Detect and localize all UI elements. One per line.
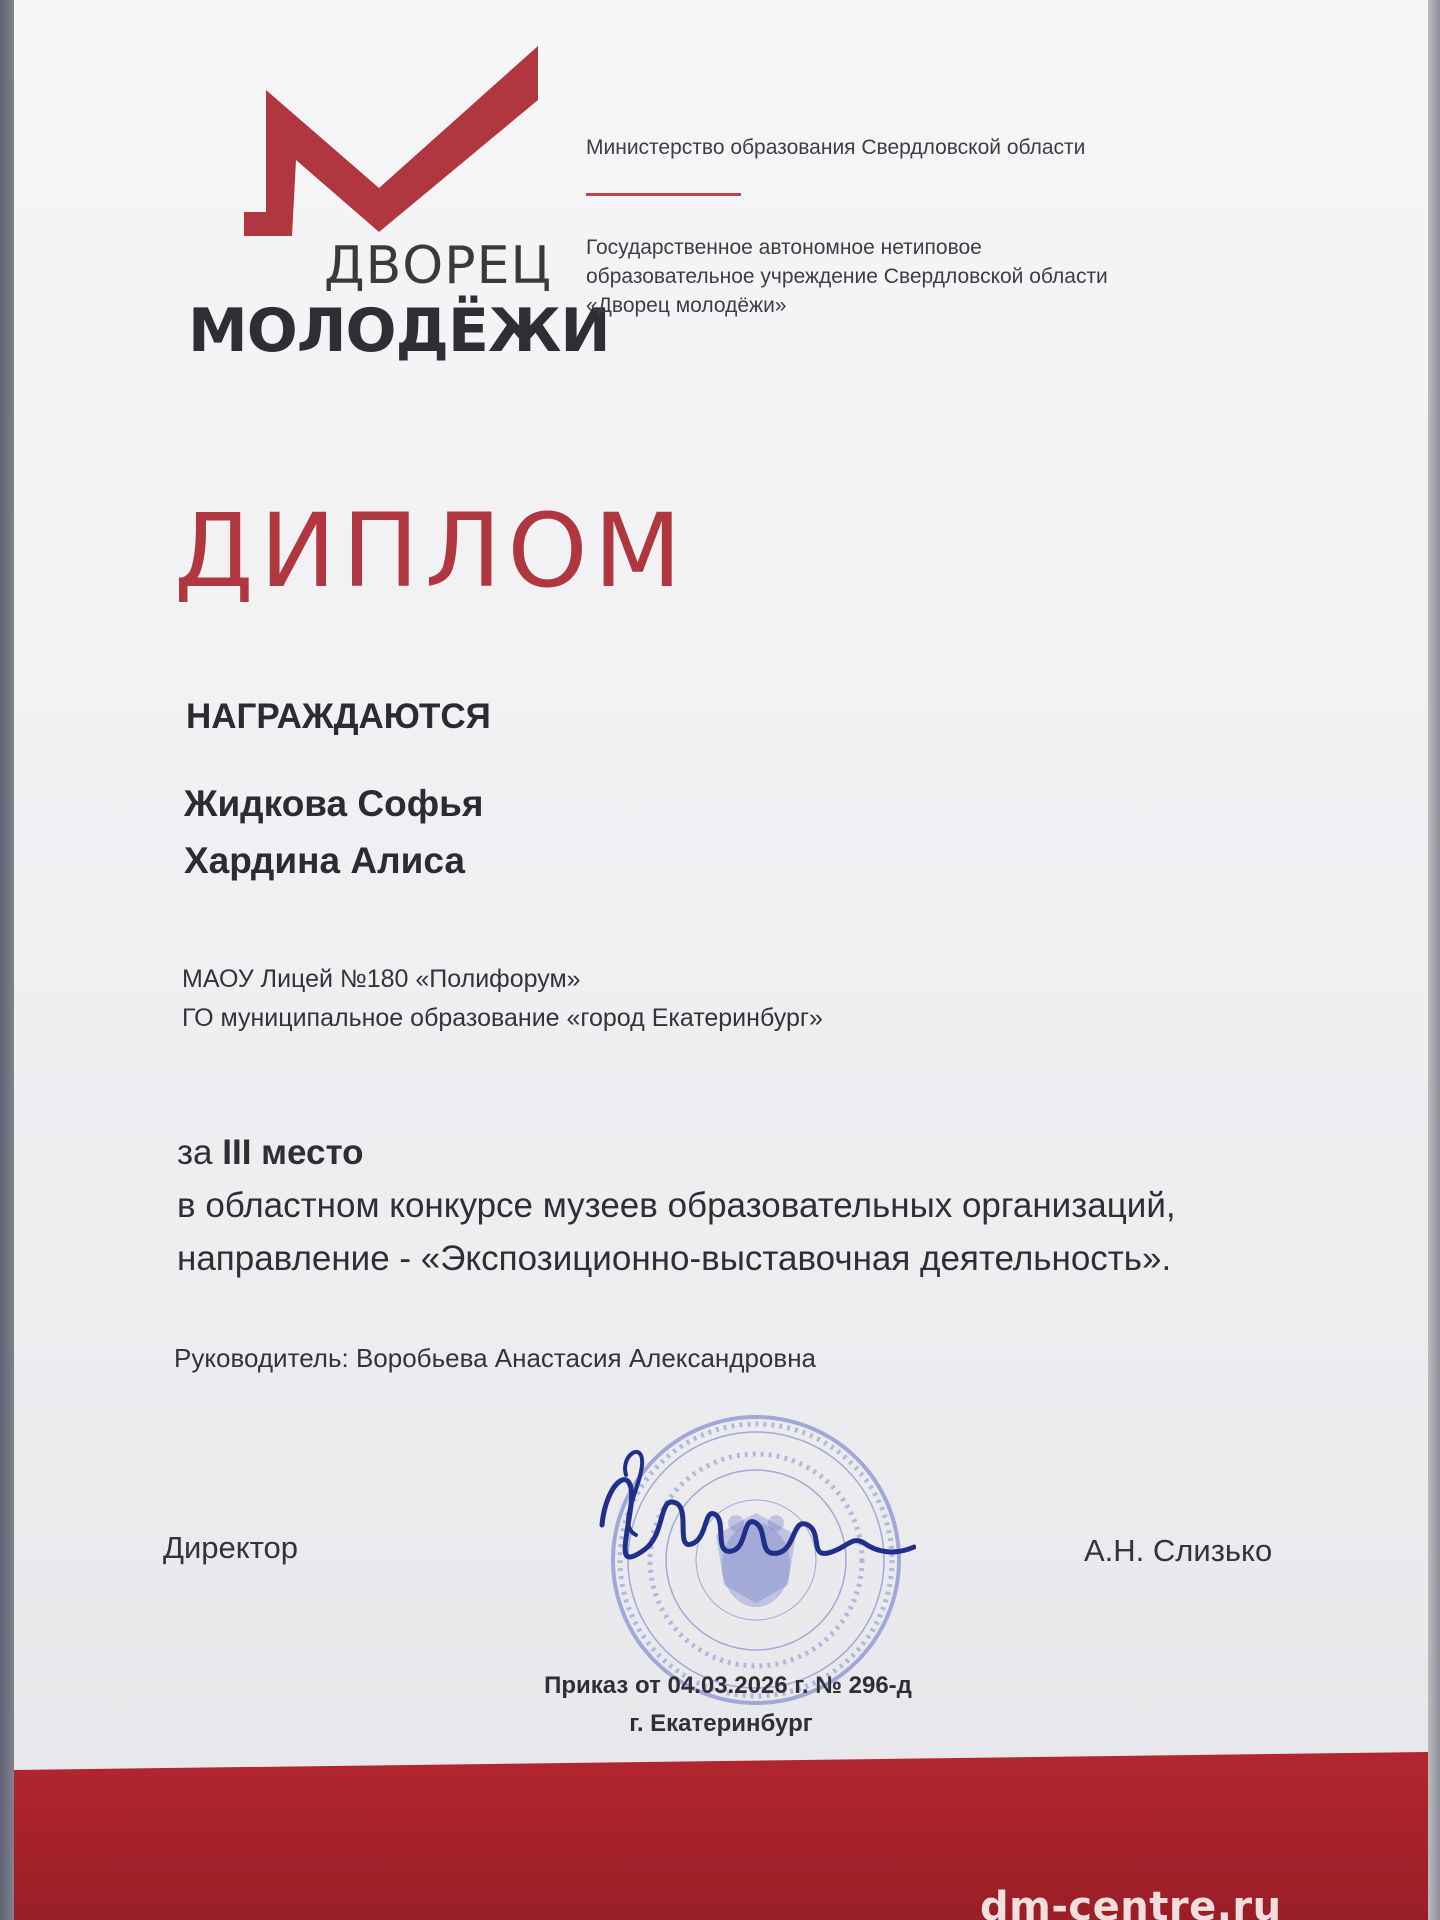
institution-line: образовательное учреждение Свердловской области	[586, 265, 1108, 288]
order-number: Приказ от 04.03.2026 г. № 296-д	[544, 1672, 912, 1699]
diploma-sheet	[14, 0, 1428, 1920]
award-description	[177, 1126, 1176, 1285]
awardee-name: Хардина Алиса	[184, 840, 465, 881]
logo-text-line2: МОЛОДЁЖИ	[188, 296, 610, 366]
ministry-name: Министерство образования Свердловской области	[586, 136, 1086, 159]
award-contest-line: в областном конкурсе музеев образовательных организаций,	[177, 1186, 1176, 1225]
award-place-line	[177, 1126, 1176, 1179]
dvorets-molodezhi-logo	[174, 40, 610, 366]
award-direction-line: направление - «Экспозиционно-выставочная деятельность».	[177, 1239, 1172, 1278]
director-role: Директор	[163, 1530, 299, 1565]
institution-line: «Дворец молодёжи»	[586, 294, 787, 317]
header-divider	[586, 193, 741, 196]
awardee-list	[184, 775, 483, 889]
website-url: dm-centre.ru	[980, 1884, 1282, 1920]
institution-name	[586, 233, 1108, 320]
award-prefix: за	[177, 1133, 223, 1172]
school-line: МАОУ Лицей №180 «Полифорум»	[182, 965, 581, 993]
awarded-label: НАГРАЖДАЮТСЯ	[186, 697, 491, 736]
awardee-name: Жидкова Софья	[184, 783, 484, 824]
order-info	[14, 1667, 1428, 1743]
stamp-seal-icon	[596, 1385, 916, 1705]
institution-line: Государственное автономное нетиповое	[586, 236, 982, 259]
school-info	[182, 960, 823, 1038]
director-name: А.Н. Слизько	[1084, 1533, 1273, 1568]
supervisor: Руководитель: Воробьева Анастасия Александровна	[174, 1343, 817, 1373]
logo-text-line1: ДВОРЕЦ	[324, 236, 552, 296]
official-stamp	[596, 1385, 916, 1705]
school-line: ГО муниципальное образование «город Екатеринбург»	[182, 1004, 823, 1032]
diploma-title: ДИПЛОМ	[174, 492, 688, 611]
award-place: III место	[222, 1133, 364, 1172]
order-city: г. Екатеринбург	[629, 1710, 813, 1737]
